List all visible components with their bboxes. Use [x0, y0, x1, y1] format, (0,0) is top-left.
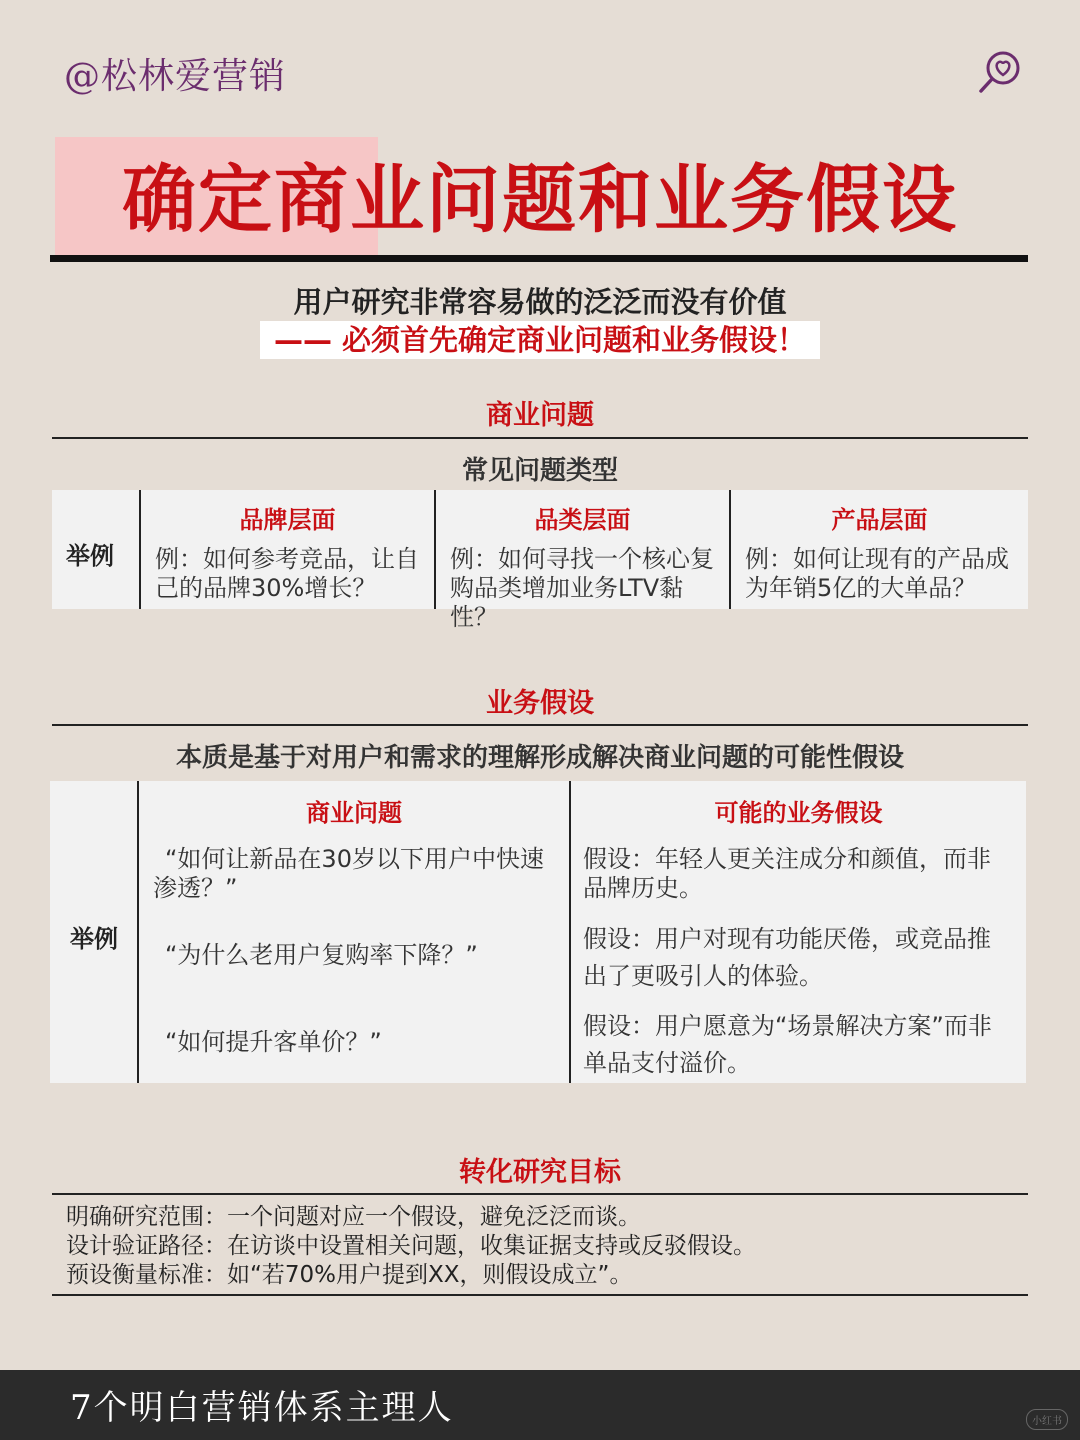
- hypothesis-column-head: 可能的业务假设: [714, 799, 883, 827]
- row-label-cell: [50, 781, 137, 1083]
- product-level-cell: [731, 490, 1028, 609]
- row-label: 举例: [66, 542, 114, 570]
- subtitle-line1: 用户研究非常容易做的泛泛而没有价值: [293, 285, 787, 319]
- row-label: 举例: [70, 925, 118, 953]
- subtitle-line2: —— 必须首先确定商业问题和业务假设！: [260, 321, 820, 359]
- footer-text: 7个明白营销体系主理人: [70, 1388, 454, 1428]
- brand-level-cell: [141, 490, 434, 609]
- subtitle-line2-wrap: [0, 321, 1080, 359]
- hypothesis-table: [50, 781, 1026, 1083]
- question-3: “如何提升客单价？”: [165, 1028, 382, 1056]
- category-level-cell: [436, 490, 729, 631]
- section-research-goals-title: 转化研究目标: [459, 1157, 621, 1188]
- page-title: 确定商业问题和业务假设: [122, 157, 958, 243]
- row-label-cell: [52, 490, 139, 609]
- goal-line-3: 预设衡量标准：如“若70%用户提到XX，则假设成立”。: [66, 1262, 633, 1288]
- section1-divider: [52, 437, 1028, 439]
- goal-line-1: 明确研究范围：一个问题对应一个假设，避免泛泛而谈。: [66, 1204, 641, 1230]
- footer-bar: [0, 1370, 1080, 1440]
- question-1: “如何让新品在30岁以下用户中快速渗透？”: [153, 845, 544, 902]
- section-business-problems-title: 商业问题: [486, 400, 594, 431]
- section3-top-divider: [52, 1193, 1028, 1195]
- category-level-text: 例：如何寻找一个核心复购品类增加业务LTV黏性？: [450, 545, 714, 631]
- title-divider: [50, 255, 1028, 262]
- magnifier-heart-icon: [976, 48, 1024, 96]
- section3-bottom-divider: [52, 1294, 1028, 1296]
- category-level-head: 品类层面: [534, 506, 631, 534]
- hypothesis-column: [571, 781, 1026, 1083]
- section2-divider: [52, 724, 1028, 726]
- question-2: “为什么老用户复购率下降？”: [165, 941, 478, 969]
- brand-level-text: 例：如何参考竞品，让自己的品牌30%增长？: [155, 545, 419, 602]
- watermark: 小红书: [1026, 1409, 1068, 1430]
- goal-line-2: 设计验证路径：在访谈中设置相关问题，收集证据支持或反驳假设。: [66, 1233, 756, 1259]
- product-level-head: 产品层面: [831, 506, 928, 534]
- section2-subtitle: 本质是基于对用户和需求的理解形成解决商业问题的可能性假设: [175, 743, 904, 773]
- hypothesis-2: 假设：用户对现有功能厌倦，或竞品推出了更吸引人的体验。: [583, 925, 991, 990]
- problem-types-table: [52, 490, 1028, 631]
- hypothesis-1: 假设：年轻人更关注成分和颜值，而非品牌历史。: [583, 845, 991, 902]
- question-column-head: 商业问题: [306, 799, 402, 827]
- hypothesis-3: 假设：用户愿意为“场景解决方案”而非单品支付溢价。: [583, 1012, 992, 1077]
- brand-level-head: 品牌层面: [239, 506, 336, 534]
- section-business-hypothesis-title: 业务假设: [486, 688, 594, 719]
- section1-subtitle: 常见问题类型: [461, 456, 618, 486]
- question-column: [139, 781, 569, 1083]
- product-level-text: 例：如何让现有的产品成为年销5亿的大单品？: [745, 545, 1009, 602]
- author-handle: @松林爱营销: [64, 56, 287, 97]
